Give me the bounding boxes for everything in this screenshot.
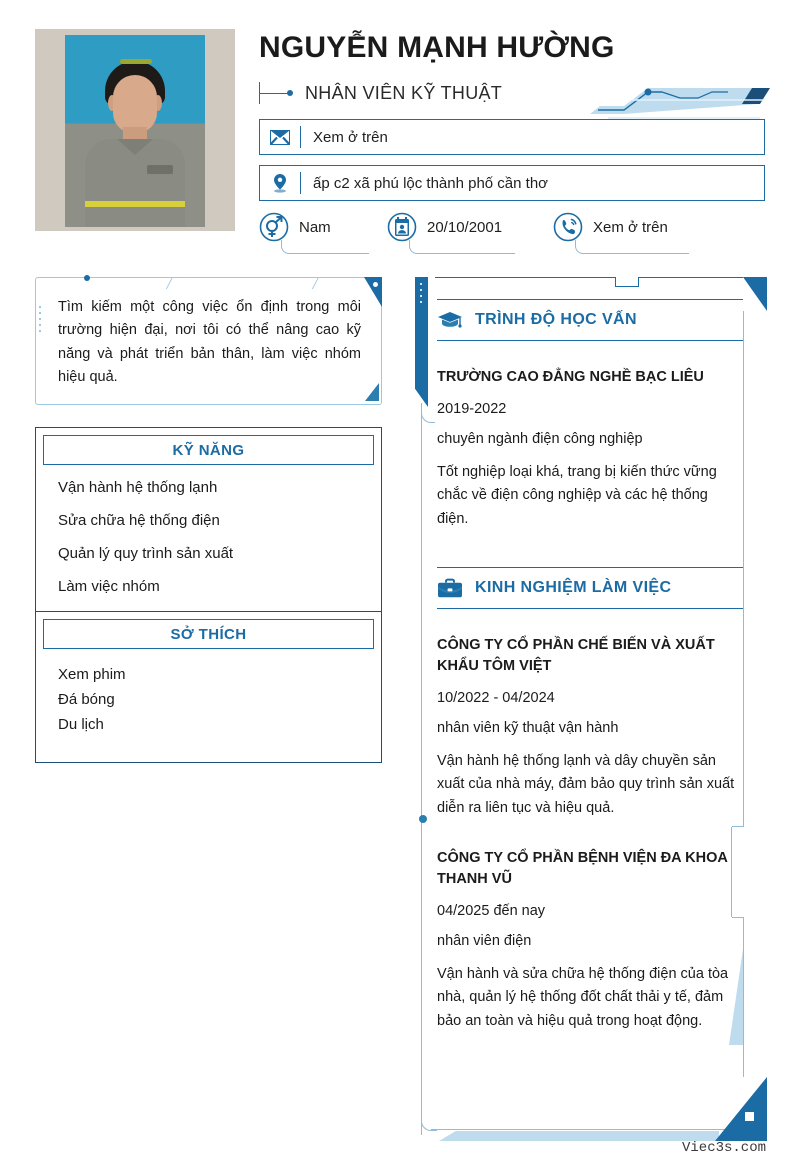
- experience-entry: [437, 635, 743, 820]
- education-section: [437, 299, 743, 531]
- skills-list: [36, 465, 381, 611]
- briefcase-icon: [437, 578, 467, 599]
- experience-header: [437, 567, 743, 609]
- phone-icon: [553, 212, 583, 242]
- job-title-row: [259, 82, 502, 104]
- contact-email-row[interactable]: [259, 119, 765, 155]
- role-line-icon: [260, 93, 288, 94]
- meta-tail-curve: [575, 240, 589, 254]
- meta-phone: [553, 212, 668, 242]
- decor-dotted-line: [39, 306, 41, 334]
- list-item: Làm việc nhóm: [58, 578, 160, 595]
- contact-address-row[interactable]: [259, 165, 765, 201]
- decor-bottom-band: [439, 1131, 719, 1141]
- skills-title: KỸ NĂNG: [172, 441, 245, 459]
- divider: [300, 126, 301, 148]
- photo-face: [113, 75, 157, 133]
- decor-corner-bottom-right: [715, 1077, 767, 1141]
- experience-description: Vận hành hệ thống lạnh và dây chuyền sản xuất của nhà máy, đảm bảo quy trình sản xuất diễn ra liên tục và hiệu quả.: [437, 752, 735, 816]
- education-major: chuyên ngành điện công nghiệp: [437, 430, 643, 447]
- contact-email-value: Xem ở trên: [313, 128, 388, 146]
- contact-address-value: ấp c2 xã phú lộc thành phố cần thơ: [313, 174, 549, 192]
- decor-dot-icon: [84, 275, 90, 281]
- list-item: Quản lý quy trình sản xuất: [58, 545, 234, 562]
- meta-gender: [259, 212, 331, 242]
- envelope-icon: [260, 130, 300, 145]
- decor-corner-bottom-right: [365, 383, 379, 401]
- decor-corner-top-right: [743, 277, 767, 311]
- decor-top-line: [639, 277, 743, 278]
- education-date: 2019-2022: [437, 400, 507, 417]
- decor-corner-square: [745, 1112, 754, 1121]
- meta-phone-value: Xem ở trên: [593, 218, 668, 236]
- meta-gender-value: Nam: [299, 218, 331, 236]
- meta-birthday: [387, 212, 502, 242]
- watermark: Viec3s.com: [681, 1140, 766, 1156]
- role-dot-icon: [287, 90, 293, 96]
- career-objective-text: Tìm kiếm một công việc ổn định trong môi trường hiện đại, nơi tôi có thể nâng cao kỹ năng và phát triển bản thân, làm việc nhóm hiệu quả.: [58, 299, 361, 386]
- meta-birthday-value: 20/10/2001: [427, 218, 503, 236]
- gender-icon: [259, 212, 289, 242]
- meta-tail-line: [589, 253, 689, 254]
- list-item: Sửa chữa hệ thống điện: [58, 512, 220, 529]
- skills-panel: [35, 427, 382, 612]
- location-pin-icon: [260, 173, 300, 193]
- list-item: Đá bóng: [58, 690, 115, 708]
- experience-company: CÔNG TY CỔ PHẦN BỆNH VIỆN ĐA KHOA THANH VŨ: [437, 850, 728, 888]
- hobbies-panel: [35, 611, 382, 763]
- calendar-icon: [387, 212, 417, 242]
- hobbies-header: [43, 619, 374, 649]
- career-objective-box: [35, 277, 382, 405]
- education-school: TRƯỜNG CAO ĐẲNG NGHỀ BẠC LIÊU: [437, 369, 704, 385]
- meta-tail-line: [295, 253, 369, 254]
- experience-company: CÔNG TY CỔ PHẦN CHẾ BIẾN VÀ XUẤT KHẨU TÔM VIỆT: [437, 637, 715, 674]
- photo-highlight: [120, 59, 152, 64]
- experience-date: 04/2025 đến nay: [437, 902, 546, 919]
- portrait-photo: [65, 35, 205, 227]
- personal-meta-row: [259, 208, 769, 256]
- skills-header: [43, 435, 374, 465]
- decor-left-curve: [421, 403, 435, 423]
- education-header: [437, 299, 743, 341]
- graduation-cap-icon: [437, 310, 467, 330]
- decor-left-line: [421, 405, 422, 1135]
- list-item: Xem phim: [58, 666, 126, 683]
- decor-top-notch: [615, 277, 639, 287]
- education-description: Tốt nghiệp loại khá, trang bị kiến thức vững chắc về điện công nghiệp và các hệ thống điện.: [437, 463, 717, 527]
- meta-tail-line: [423, 253, 515, 254]
- experience-entry: [437, 848, 743, 1033]
- experience-title: KINH NGHIỆM LÀM VIỆC: [475, 579, 672, 596]
- decor-bottom-curve: [421, 1111, 437, 1131]
- decor-bottom-line: [431, 1129, 731, 1130]
- decor-right-line: [743, 311, 744, 811]
- decor-notch: [183, 277, 319, 289]
- job-title: NHÂN VIÊN KỸ THUẬT: [305, 82, 503, 103]
- list-item: Du lịch: [58, 715, 104, 733]
- experience-description: Vận hành và sửa chữa hệ thống điện của tòa nhà, quản lý hệ thống đốt chất thải y tế, đảm bảo an toàn và hiệu quả trong hoạt động.: [437, 965, 729, 1029]
- decor-top-line: [435, 277, 615, 278]
- list-item: Vận hành hệ thống lạnh: [58, 479, 218, 496]
- page-title: NGUYỄN MẠNH HƯỜNG: [259, 31, 615, 64]
- left-column: [35, 277, 382, 763]
- meta-tail-curve: [281, 240, 295, 254]
- decor-dotted-line: [420, 283, 422, 305]
- decor-dot-icon: [419, 815, 427, 823]
- avatar: [35, 29, 235, 231]
- hobbies-list: [36, 649, 381, 762]
- divider: [300, 172, 301, 194]
- hobbies-title: SỞ THÍCH: [170, 625, 247, 643]
- cv-header: [0, 0, 800, 258]
- meta-tail-curve: [409, 240, 423, 254]
- education-entry: [437, 367, 743, 531]
- trend-graphic-icon: [512, 70, 772, 122]
- experience-role: nhân viên kỹ thuật vận hành: [437, 719, 619, 736]
- photo-uniform-stripe: [85, 201, 185, 207]
- experience-role: nhân viên điện: [437, 932, 532, 949]
- photo-uniform-logo: [147, 165, 173, 174]
- decor-corner-dot-icon: [373, 282, 378, 287]
- decor-right-line: [743, 917, 744, 1077]
- education-title: TRÌNH ĐỘ HỌC VẤN: [475, 311, 637, 328]
- experience-section: [437, 567, 743, 1033]
- right-column: [415, 277, 767, 1143]
- experience-date: 10/2022 - 04/2024: [437, 689, 555, 706]
